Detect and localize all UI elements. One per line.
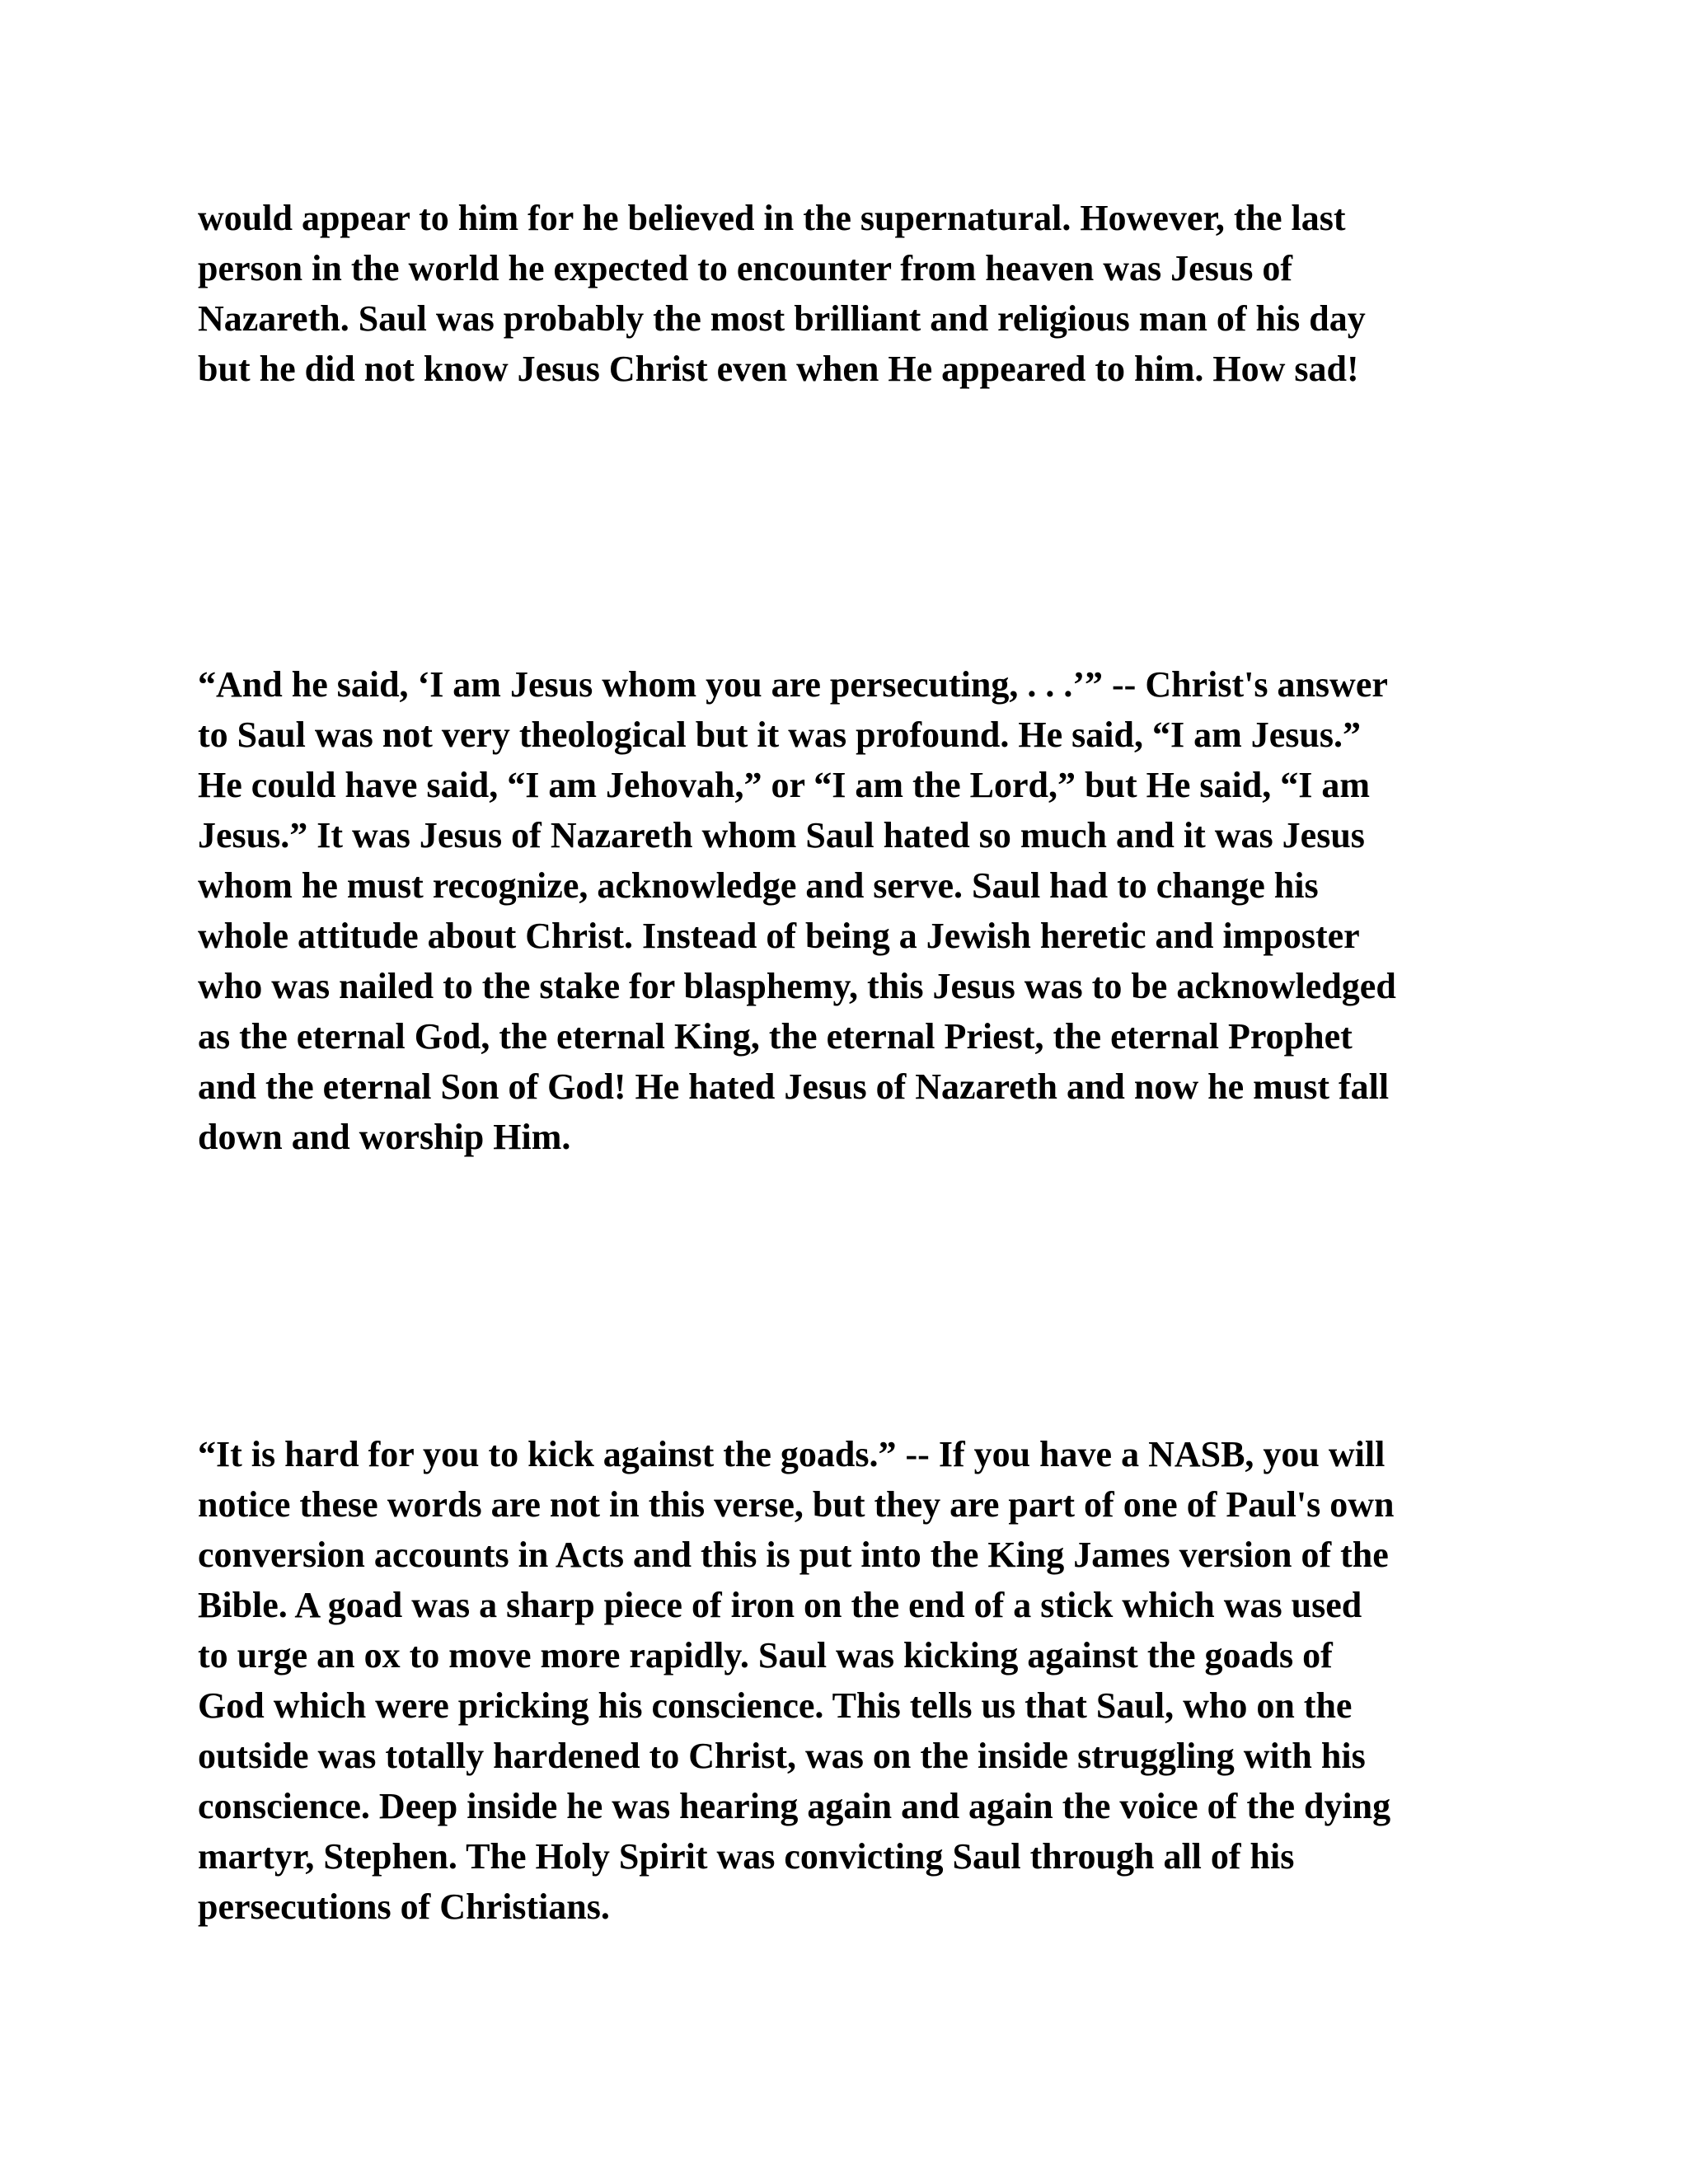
text-line: conscience. Deep inside he was hearing again and again the voice of the dying xyxy=(198,1786,1391,1826)
text-line: who was nailed to the stake for blasphemy, this Jesus was to be acknowledged xyxy=(198,966,1396,1006)
text-line: to Saul was not very theological but it was profound. He said, “I am Jesus.” xyxy=(198,715,1361,755)
text-line: down and worship Him. xyxy=(198,1117,571,1157)
text-line: Jesus.” It was Jesus of Nazareth whom Saul hated so much and it was Jesus xyxy=(198,815,1365,855)
text-line: He could have said, “I am Jehovah,” or “I am the Lord,” but He said, “I am xyxy=(198,765,1370,805)
paragraph-i-am-jesus xyxy=(198,659,1500,1162)
text-line: but he did not know Jesus Christ even when He appeared to him. How sad! xyxy=(198,349,1359,389)
text-line: “And he said, ‘I am Jesus whom you are persecuting, . . .’” -- Christ's answer xyxy=(198,664,1388,705)
text-line: and the eternal Son of God! He hated Jesus of Nazareth and now he must fall xyxy=(198,1066,1390,1107)
paragraph-saul-expectation xyxy=(198,193,1500,394)
text-line: notice these words are not in this verse, but they are part of one of Paul's own xyxy=(198,1484,1395,1525)
text-line: martyr, Stephen. The Holy Spirit was convicting Saul through all of his xyxy=(198,1836,1295,1877)
text-line: Bible. A goad was a sharp piece of iron on the end of a stick which was used xyxy=(198,1585,1362,1625)
text-line: God which were pricking his conscience. This tells us that Saul, who on the xyxy=(198,1685,1353,1726)
text-line: person in the world he expected to encounter from heaven was Jesus of xyxy=(198,248,1293,288)
text-line: outside was totally hardened to Christ, was on the inside struggling with his xyxy=(198,1736,1366,1776)
text-line: persecutions of Christians. xyxy=(198,1886,610,1927)
paragraph-kick-against-goads xyxy=(198,1429,1500,1932)
text-line: whom he must recognize, acknowledge and serve. Saul had to change his xyxy=(198,865,1319,906)
text-line: conversion accounts in Acts and this is put into the King James version of the xyxy=(198,1535,1389,1575)
text-line: to urge an ox to move more rapidly. Saul was kicking against the goads of xyxy=(198,1635,1333,1675)
text-line: Nazareth. Saul was probably the most brilliant and religious man of his day xyxy=(198,298,1366,339)
text-line: would appear to him for he believed in the supernatural. However, the last xyxy=(198,198,1346,238)
text-line: whole attitude about Christ. Instead of being a Jewish heretic and imposter xyxy=(198,916,1360,956)
text-line: “It is hard for you to kick against the goads.” -- If you have a NASB, you will xyxy=(198,1434,1386,1474)
text-line: as the eternal God, the eternal King, the eternal Priest, the eternal Prophet xyxy=(198,1016,1353,1057)
